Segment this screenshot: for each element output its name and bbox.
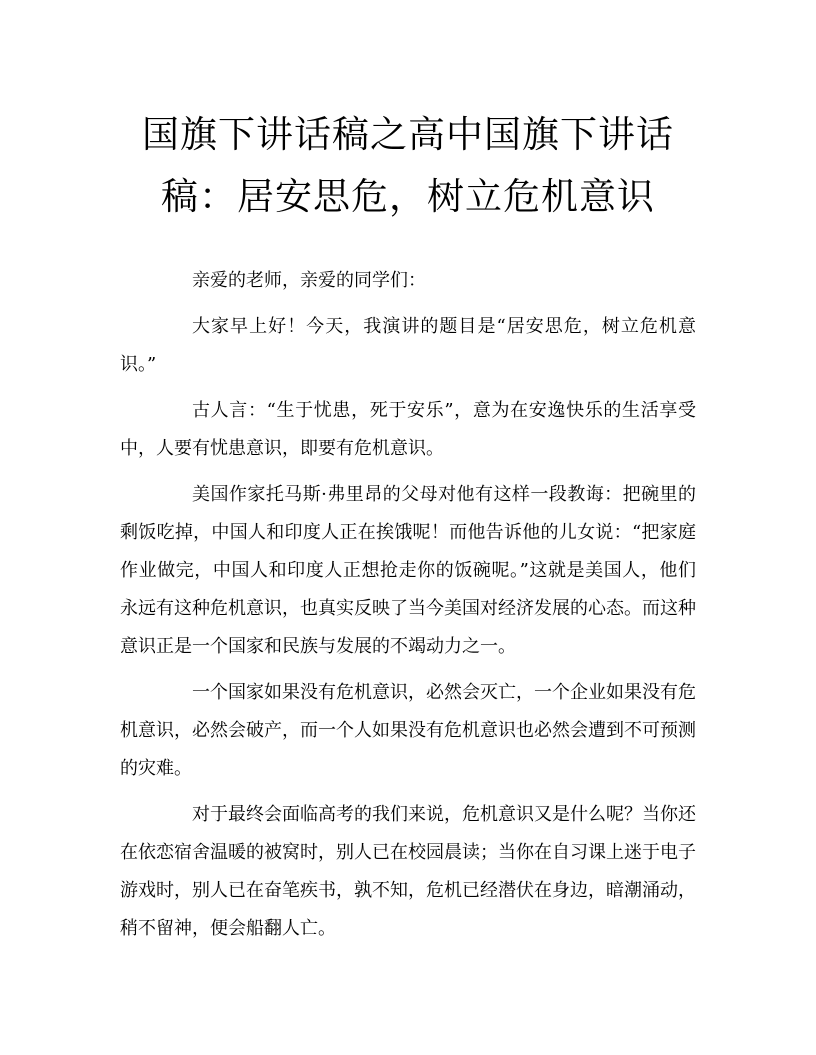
document-body	[120, 262, 696, 956]
paragraph-american-example: 美国作家托马斯·弗里昂的父母对他有这样一段教诲：把碗里的剩饭吃掉，中国人和印度人正在挨饿呢！而他告诉他的儿女说：“把家庭作业做完，中国人和印度人正想抢走你的饭碗呢。”这就是美国人，他们永远有这种危机意识，也真实反映了当今美国对经济发展的心态。而这种意识正是一个国家和民族与发展的不竭动力之一。	[120, 484, 696, 657]
paragraph-nation-enterprise: 一个国家如果没有危机意识，必然会灭亡，一个企业如果没有危机意识，必然会破产，而一个人如果没有危机意识也必然会遭到不可预测的灾难。	[120, 682, 696, 779]
paragraph-gaokao: 对于最终会面临高考的我们来说，危机意识又是什么呢？当你还在依恋宿舍温暖的被窝时，别人已在校园晨读；当你在自习课上迷于电子游戏时，别人已在奋笔疾书，孰不知，危机已经潜伏在身边，暗潮涌动，稍不留神，便会船翻人亡。	[120, 804, 696, 939]
document-title: 国旗下讲话稿之高中国旗下讲话稿：居安思危，树立危机意识	[142, 113, 674, 218]
paragraph-ancient-saying: 古人言：“生于忧患，死于安乐”，意为在安逸快乐的生活享受中，人要有忧患意识，即要有危机意识。	[120, 400, 696, 459]
paragraph-intro: 大家早上好！今天，我演讲的题目是“居安思危，树立危机意识。”	[120, 316, 696, 375]
paragraph-greeting: 亲爱的老师，亲爱的同学们：	[192, 270, 426, 291]
